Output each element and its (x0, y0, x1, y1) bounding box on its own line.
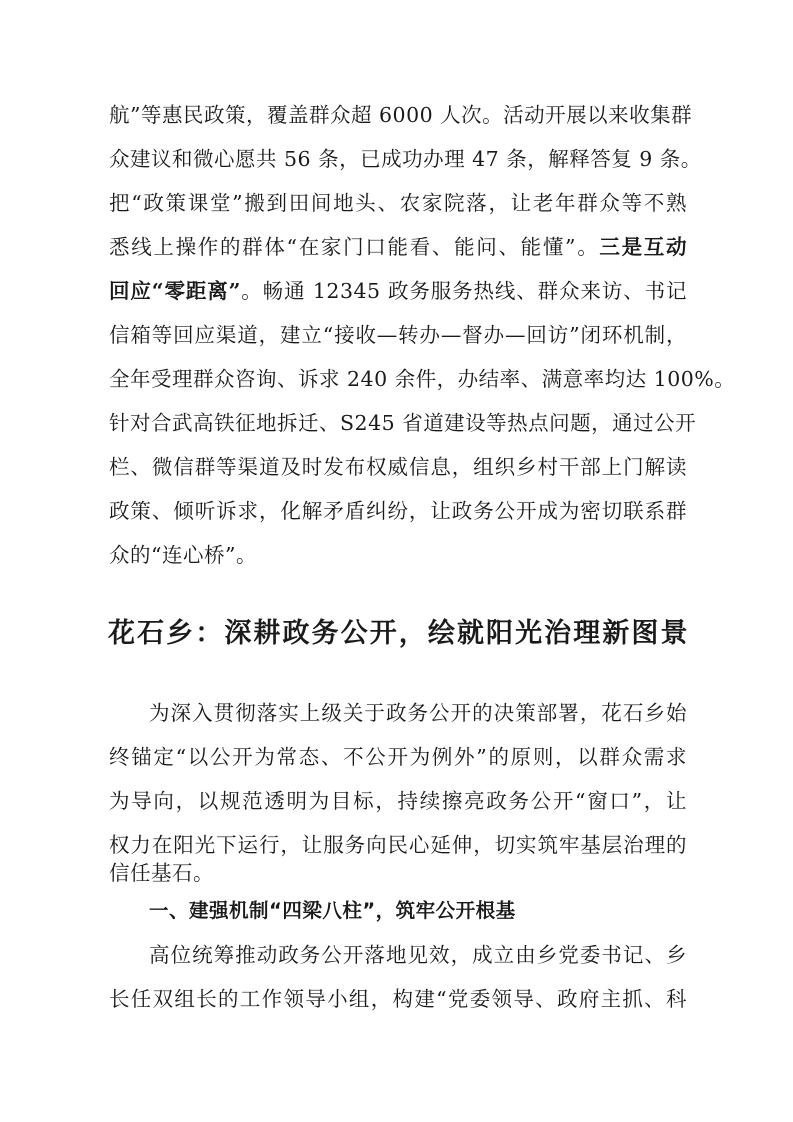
text-segment: 。畅通 12345 政务服务热线、群众来访、书记 (240, 279, 687, 303)
bold-phrase: 回应“零距离” (109, 279, 241, 303)
text-line: 针对合武高铁征地拆迁、S245 省道建设等热点问题，通过公开 (109, 411, 697, 435)
text-line: 高位统筹推动政务公开落地见效，成立由乡党委书记、乡 (149, 943, 687, 967)
text-line: 政策、倾听诉求，化解矛盾纠纷，让政务公开成为密切联系群 (109, 499, 687, 523)
subsection-title: 一、建强机制“四梁八柱”，筑牢公开根基 (149, 899, 516, 922)
text-segment: 悉线上操作的群体“在家门口能看、能问、能懂”。 (109, 235, 600, 259)
text-line: 权力在阳光下运行，让服务向民心延伸，切实筑牢基层治理的 (109, 833, 687, 857)
text-line (109, 276, 687, 306)
text-line: 全年受理群众咨询、诉求 240 余件，办结率、满意率均达 100%。 (109, 367, 736, 391)
text-line: 航”等惠民政策，覆盖群众超 6000 人次。活动开展以来收集群 (109, 103, 693, 127)
text-line: 信任基石。 (109, 861, 214, 885)
text-line: 长任双组长的工作领导小组，构建“党委领导、政府主抓、科 (109, 987, 687, 1011)
text-line: 为导向，以规范透明为目标，持续擦亮政务公开“窗口”，让 (109, 789, 687, 813)
text-line: 信箱等回应渠道，建立“接收—转办—督办—回访”闭环机制， (109, 323, 687, 347)
text-line: 把“政策课堂”搬到田间地头、农家院落，让老年群众等不熟 (109, 191, 687, 215)
text-line: 为深入贯彻落实上级关于政务公开的决策部署，花石乡始 (149, 701, 687, 725)
text-line (109, 232, 687, 262)
text-line: 众的“连心桥”。 (109, 543, 257, 567)
text-line: 众建议和微心愿共 56 条，已成功办理 47 条，解释答复 9 条。 (109, 147, 702, 171)
bold-phrase: 三是互动 (599, 235, 688, 259)
text-line: 栏、微信群等渠道及时发布权威信息，组织乡村干部上门解读 (109, 455, 687, 479)
text-line: 终锚定“以公开为常态、不公开为例外”的原则，以群众需求 (109, 745, 687, 769)
section-title: 花石乡：深耕政务公开，绘就阳光治理新图景 (108, 618, 688, 649)
